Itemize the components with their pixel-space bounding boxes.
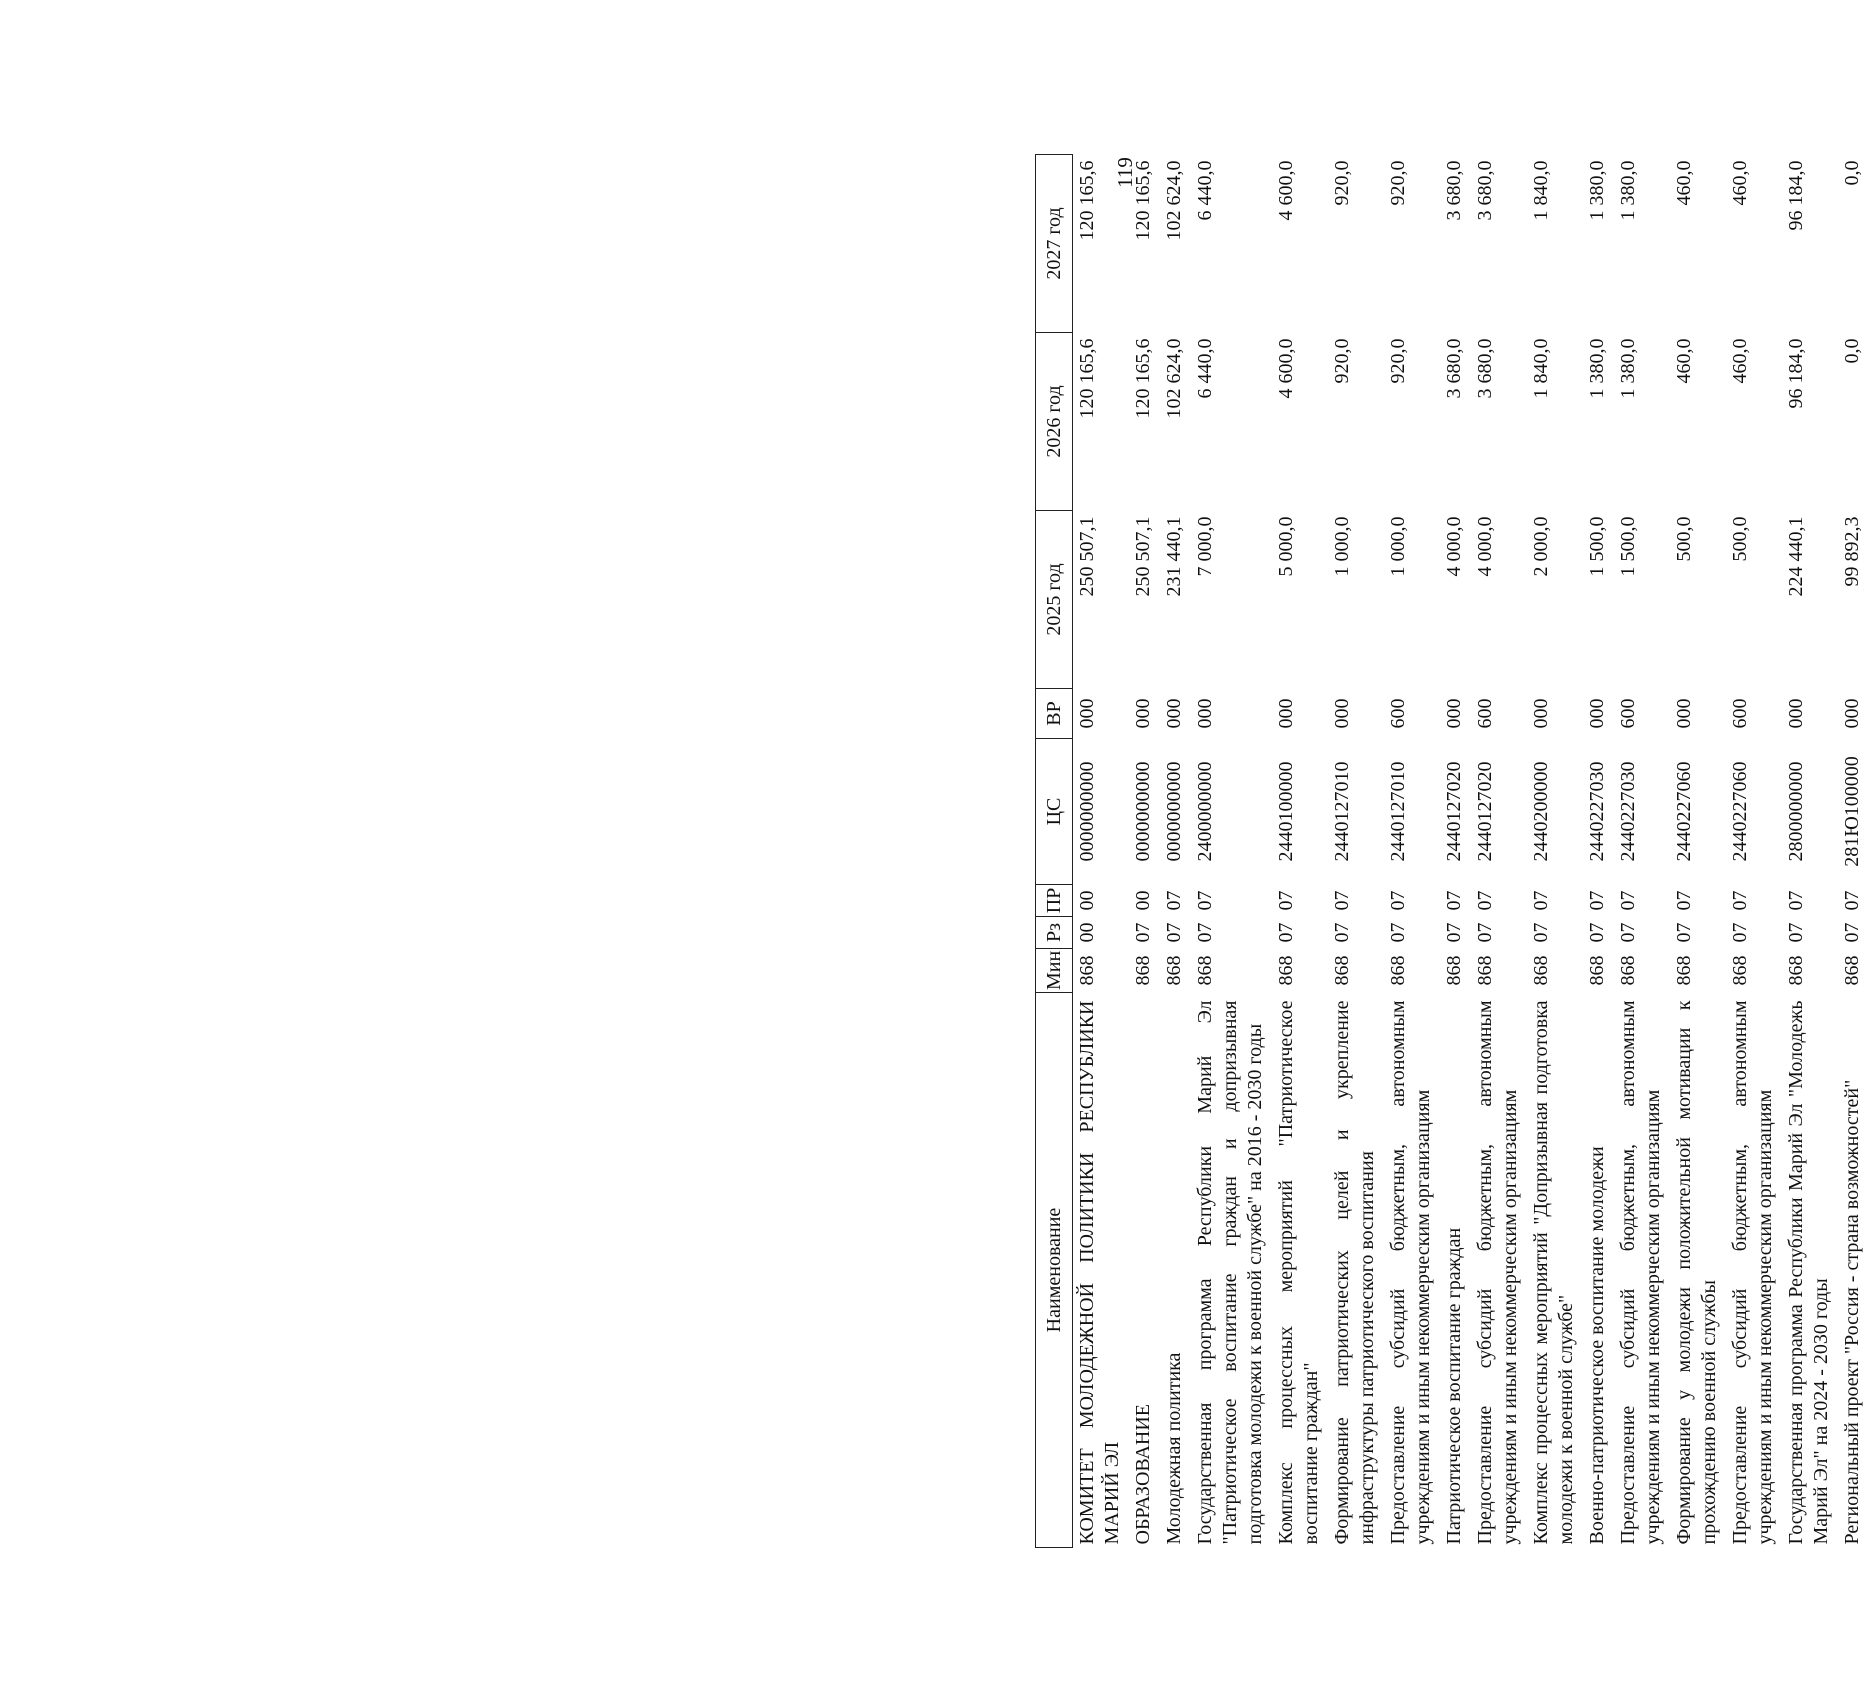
row-2026: 6 440,0	[1194, 338, 1216, 399]
row-min: 868	[1275, 955, 1297, 986]
row-pr: 07	[1729, 890, 1751, 911]
row-cs: 0000000000	[1076, 761, 1098, 862]
row-name: Молодежная политика	[1163, 1352, 1185, 1545]
table-row	[1782, 155, 1838, 1548]
row-vr: 000	[1194, 698, 1216, 729]
row-2027: 4 600,0	[1275, 160, 1297, 221]
row-cs: 0000000000	[1132, 761, 1154, 862]
row-vr: 600	[1729, 698, 1751, 729]
table-header-row	[1036, 155, 1073, 1548]
row-name: Комплекс процессных мероприятий "Допризывная подготовка молодежи к военной службе"	[1530, 1000, 1577, 1545]
row-rz: 07	[1785, 922, 1807, 943]
row-2026: 3 680,0	[1474, 338, 1496, 399]
row-2025: 231 440,1	[1163, 516, 1185, 597]
row-cs: 0000000000	[1163, 761, 1185, 862]
row-min: 868	[1194, 955, 1216, 986]
row-min: 868	[1785, 955, 1807, 986]
row-cs: 2440100000	[1275, 761, 1297, 862]
row-2027: 1 380,0	[1586, 160, 1608, 221]
row-2025: 224 440,1	[1785, 516, 1807, 597]
row-pr: 00	[1076, 890, 1098, 911]
table-row	[1471, 155, 1527, 1548]
header-min: Мин	[1036, 949, 1073, 993]
row-2026: 102 624,0	[1163, 338, 1185, 419]
row-pr: 07	[1785, 890, 1807, 911]
row-2027: 3 680,0	[1443, 160, 1465, 221]
row-cs: 2440227030	[1586, 761, 1608, 862]
row-name: Предоставление субсидий бюджетным, автономным учреждениям и иным некоммерческим организациям	[1729, 1000, 1776, 1545]
table-row	[1160, 155, 1191, 1548]
row-2025: 500,0	[1729, 516, 1751, 562]
row-pr: 07	[1331, 890, 1353, 911]
row-name: Государственная программа Республики Марий Эл "Молодежь Марий Эл" на 2024 - 2030 годы	[1785, 1000, 1832, 1545]
row-2027: 1 840,0	[1530, 160, 1552, 221]
row-cs: 2440127010	[1387, 761, 1409, 862]
row-rz: 07	[1387, 922, 1409, 943]
row-2027: 1 380,0	[1617, 160, 1639, 221]
row-2026: 0,0	[1841, 338, 1863, 364]
row-2026: 3 680,0	[1443, 338, 1465, 399]
row-2026: 120 165,6	[1132, 338, 1154, 419]
row-2027: 120 165,6	[1132, 160, 1154, 241]
row-vr: 000	[1586, 698, 1608, 729]
header-cs: ЦС	[1036, 739, 1073, 885]
row-name: Патриотическое воспитание граждан	[1443, 1227, 1465, 1545]
row-rz: 07	[1729, 922, 1751, 943]
row-2025: 99 892,3	[1841, 516, 1863, 587]
row-rz: 07	[1194, 922, 1216, 943]
row-rz: 07	[1530, 922, 1552, 943]
row-rz: 07	[1586, 922, 1608, 943]
row-pr: 07	[1194, 890, 1216, 911]
row-2027: 0,0	[1841, 160, 1863, 186]
row-pr: 07	[1275, 890, 1297, 911]
row-min: 868	[1331, 955, 1353, 986]
row-cs: 2800000000	[1785, 761, 1807, 862]
row-2026: 920,0	[1331, 338, 1353, 384]
row-2027: 120 165,6	[1076, 160, 1098, 241]
row-pr: 07	[1673, 890, 1695, 911]
budget-table-container	[1035, 155, 1865, 1548]
table-row	[1527, 155, 1583, 1548]
row-2027: 96 184,0	[1785, 160, 1807, 231]
row-2027: 460,0	[1729, 160, 1751, 206]
table-row	[1614, 155, 1670, 1548]
row-vr: 000	[1163, 698, 1185, 729]
row-cs: 2400000000	[1194, 761, 1216, 862]
row-2025: 4 000,0	[1474, 516, 1496, 577]
row-name: Предоставление субсидий бюджетным, автономным учреждениям и иным некоммерческим организациям	[1617, 1000, 1664, 1545]
row-pr: 07	[1443, 890, 1465, 911]
table-row	[1272, 155, 1328, 1548]
row-cs: 2440200000	[1530, 761, 1552, 862]
row-2025: 5 000,0	[1275, 516, 1297, 577]
row-vr: 000	[1785, 698, 1807, 729]
row-name: Предоставление субсидий бюджетным, автономным учреждениям и иным некоммерческим организациям	[1474, 1000, 1521, 1545]
row-name: ОБРАЗОВАНИЕ	[1132, 1403, 1154, 1545]
row-name: КОМИТЕТ МОЛОДЕЖНОЙ ПОЛИТИКИ РЕСПУБЛИКИ МАРИЙ ЭЛ	[1076, 1000, 1123, 1545]
row-vr: 000	[1530, 698, 1552, 729]
row-2027: 460,0	[1673, 160, 1695, 206]
row-rz: 07	[1443, 922, 1465, 943]
row-vr: 000	[1331, 698, 1353, 729]
row-cs: 2440227060	[1673, 761, 1695, 862]
row-2025: 1 500,0	[1617, 516, 1639, 577]
row-pr: 07	[1387, 890, 1409, 911]
row-rz: 07	[1132, 922, 1154, 943]
row-rz: 07	[1673, 922, 1695, 943]
row-2025: 250 507,1	[1076, 516, 1098, 597]
row-2027: 920,0	[1387, 160, 1409, 206]
table-row	[1328, 155, 1384, 1548]
row-2025: 2 000,0	[1530, 516, 1552, 577]
header-2025: 2025 год	[1036, 511, 1073, 689]
row-min: 868	[1474, 955, 1496, 986]
header-rz: Рз	[1036, 917, 1073, 949]
row-2027: 3 680,0	[1474, 160, 1496, 221]
row-pr: 07	[1586, 890, 1608, 911]
row-name: Комплекс процессных мероприятий "Патриотическое воспитание граждан"	[1275, 1000, 1322, 1545]
row-name: Формирование у молодежи положительной мотивации к прохождению военной службы	[1673, 1000, 1720, 1545]
row-rz: 07	[1474, 922, 1496, 943]
row-2026: 1 840,0	[1530, 338, 1552, 399]
table-row	[1726, 155, 1782, 1548]
row-pr: 07	[1163, 890, 1185, 911]
row-rz: 07	[1275, 922, 1297, 943]
row-min: 868	[1617, 955, 1639, 986]
row-rz: 07	[1617, 922, 1639, 943]
row-vr: 000	[1841, 698, 1863, 729]
row-min: 868	[1163, 955, 1185, 986]
row-min: 868	[1530, 955, 1552, 986]
row-2025: 1 500,0	[1586, 516, 1608, 577]
row-pr: 07	[1474, 890, 1496, 911]
row-rz: 07	[1841, 922, 1863, 943]
row-vr: 000	[1132, 698, 1154, 729]
row-min: 868	[1076, 955, 1098, 986]
row-2025: 4 000,0	[1443, 516, 1465, 577]
row-2025: 7 000,0	[1194, 516, 1216, 577]
row-pr: 07	[1617, 890, 1639, 911]
row-name: Военно-патриотическое воспитание молодежи	[1586, 1146, 1608, 1545]
row-2025: 1 000,0	[1331, 516, 1353, 577]
header-2027: 2027 год	[1036, 155, 1073, 333]
row-name: Предоставление субсидий бюджетным, автономным учреждениям и иным некоммерческим организациям	[1387, 1000, 1434, 1545]
table-row	[1583, 155, 1614, 1548]
row-2026: 460,0	[1673, 338, 1695, 384]
row-vr: 000	[1275, 698, 1297, 729]
table-row	[1670, 155, 1726, 1548]
row-2027: 920,0	[1331, 160, 1353, 206]
budget-table	[1035, 154, 1869, 1548]
row-cs: 2440227030	[1617, 761, 1639, 862]
row-cs: 2440227060	[1729, 761, 1751, 862]
row-min: 868	[1586, 955, 1608, 986]
row-min: 868	[1729, 955, 1751, 986]
row-name: Региональный проект "Россия - страна возможностей"	[1841, 1079, 1863, 1545]
row-vr: 600	[1474, 698, 1496, 729]
row-2026: 920,0	[1387, 338, 1409, 384]
row-2025: 250 507,1	[1132, 516, 1154, 597]
row-min: 868	[1387, 955, 1409, 986]
row-pr: 00	[1132, 890, 1154, 911]
table-row	[1838, 155, 1869, 1548]
row-name: Формирование патриотических целей и укрепление инфраструктуры патриотического воспитания	[1331, 1000, 1378, 1545]
row-2027: 102 624,0	[1163, 160, 1185, 241]
row-2025: 1 000,0	[1387, 516, 1409, 577]
row-rz: 00	[1076, 922, 1098, 943]
row-cs: 281Ю100000	[1841, 756, 1863, 867]
row-vr: 000	[1443, 698, 1465, 729]
row-cs: 2440127020	[1474, 761, 1496, 862]
row-vr: 000	[1076, 698, 1098, 729]
table-row	[1129, 155, 1160, 1548]
row-min: 868	[1673, 955, 1695, 986]
row-min: 868	[1132, 955, 1154, 986]
header-2026: 2026 год	[1036, 333, 1073, 511]
row-pr: 07	[1841, 890, 1863, 911]
header-pr: ПР	[1036, 885, 1073, 917]
row-min: 868	[1443, 955, 1465, 986]
row-name: Государственная программа Республики Марий Эл "Патриотическое воспитание граждан и допризывная подготовка молодежи к военной службе" на 2016 - 2030 годы	[1194, 1000, 1266, 1545]
row-pr: 07	[1530, 890, 1552, 911]
row-2025: 500,0	[1673, 516, 1695, 562]
row-vr: 000	[1673, 698, 1695, 729]
row-cs: 2440127010	[1331, 761, 1353, 862]
header-name: Наименование	[1036, 993, 1073, 1548]
row-rz: 07	[1331, 922, 1353, 943]
table-row	[1384, 155, 1440, 1548]
row-2026: 1 380,0	[1617, 338, 1639, 399]
page-number: 119	[1112, 156, 1137, 188]
row-2026: 4 600,0	[1275, 338, 1297, 399]
row-vr: 600	[1617, 698, 1639, 729]
row-2026: 120 165,6	[1076, 338, 1098, 419]
table-row	[1073, 155, 1130, 1548]
row-vr: 600	[1387, 698, 1409, 729]
table-row	[1191, 155, 1272, 1548]
row-2026: 1 380,0	[1586, 338, 1608, 399]
row-min: 868	[1841, 955, 1863, 986]
row-2027: 6 440,0	[1194, 160, 1216, 221]
row-rz: 07	[1163, 922, 1185, 943]
header-vr: ВР	[1036, 689, 1073, 739]
row-2026: 460,0	[1729, 338, 1751, 384]
table-row	[1440, 155, 1471, 1548]
row-2026: 96 184,0	[1785, 338, 1807, 409]
row-cs: 2440127020	[1443, 761, 1465, 862]
